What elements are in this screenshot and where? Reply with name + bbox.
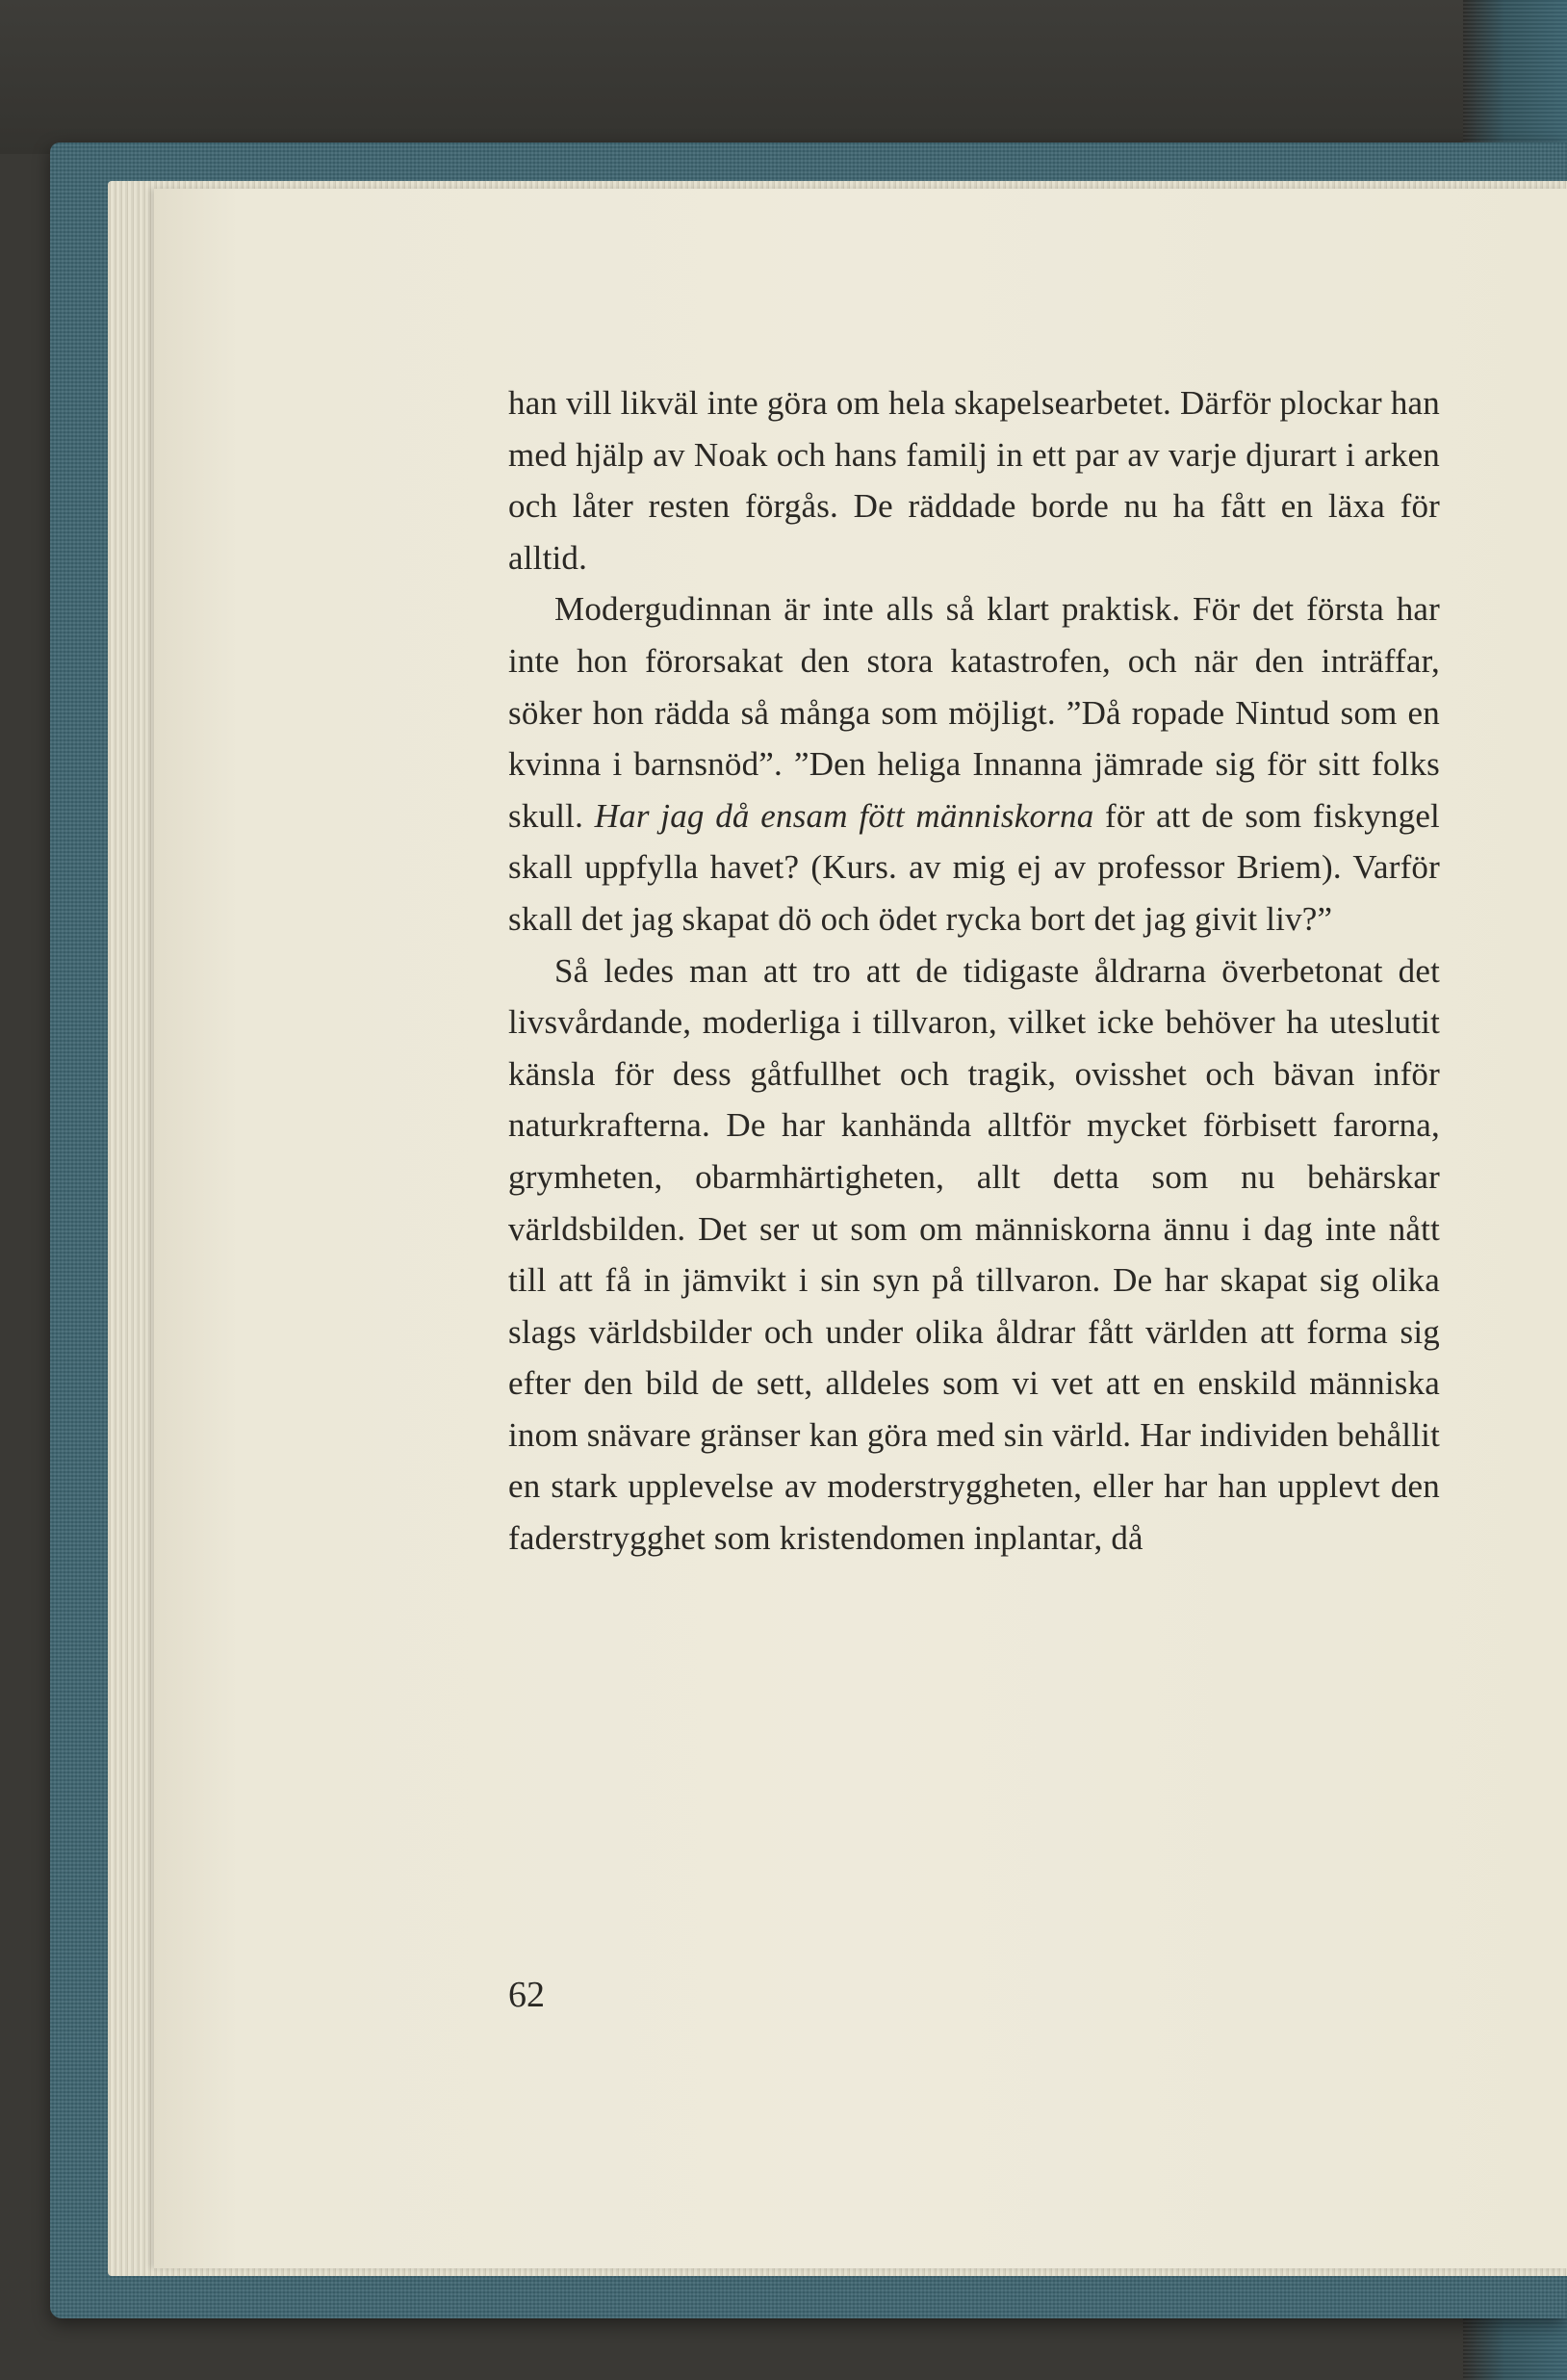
text-run: för att de som fiskyngel skall uppfylla havet? (Kurs. av mig ej av professor Briem). Varför skall det jag skapat dö och ödet rycka bort det jag givit liv?” [508,796,1440,938]
paragraph [508,945,1440,1565]
body-text [508,377,1440,1565]
text-run: han vill likväl inte göra om hela skapelsearbetet. Därför plockar han med hjälp av Noak och hans familj in ett par av varje djurart i arken och låter resten förgås. De räddade borde nu ha fått en läxa för alltid. [508,384,1440,577]
text-run: Modergudinnan är inte alls så klart praktisk. För det första har inte hon förorsakat den stora katastrofen, och när den inträffar, söker hon rädda så många som möjligt. ”Då ropade Nintud som en kvinna i barnsnöd”. ”Den heliga Innanna jämrade sig för sitt folks skull. [508,590,1440,835]
paragraph [508,377,1440,583]
paragraph [508,583,1440,944]
text-run: Så ledes man att tro att de tidigaste åldrarna överbetonat det livsvårdande, moderliga i tillvaron, vilket icke behöver ha uteslutit känsla för dess gåtfullhet och tragik, ovisshet och bävan inför naturkrafterna. De har kanhända alltför mycket förbisett farorna, grymheten, obarmhärtigheten, allt detta som nu behärskar världsbilden. Det ser ut som om människorna ännu i dag inte nått till att få in jämvikt i sin syn på tillvaron. De har skapat sig olika slags världsbilder och under olika åldrar fått världen att forma sig efter den bild de sett, alldeles som vi vet att en enskild människa inom snävare gränser kan göra med sin värld. Har individen behållit en stark upplevelse av moderstryggheten, eller har han upplevt den faderstrygghet som kristendomen inplantar, då [508,951,1440,1558]
page-number: 62 [508,1975,545,2015]
background-surface [0,0,1567,154]
italic-text-run: Har jag då ensam fött människorna [594,796,1094,835]
